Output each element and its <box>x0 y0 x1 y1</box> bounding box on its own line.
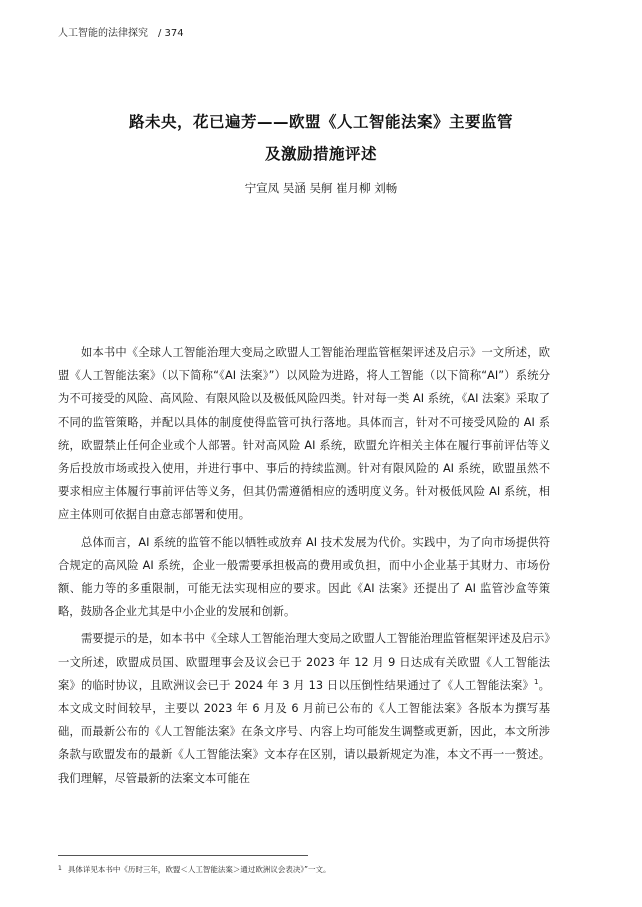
paragraph-2: 总体而言，AI 系统的监管不能以牺牲或放弃 AI 技术发展为代价。实践中，为了向市场提供符合规定的高风险 AI 系统，企业一般需要承担极高的费用或负担，而中小企业基于其财力、市场份额、能力等的多重限制，可能无法实现相应的要求。因此《AI 法案》还提出了 AI 监管沙盒等策略，鼓励各企业尤其是中小企业的发展和创新。 <box>58 535 550 619</box>
footnote <box>58 864 330 875</box>
authors: 宁宣凤 吴涵 吴舸 崔月柳 刘畅 <box>244 181 398 195</box>
article-body <box>58 341 550 790</box>
article-title-line-2: 及激励措施评述 <box>264 145 377 163</box>
running-header <box>58 24 184 39</box>
paragraph-3-text-b: 。本文成文时间较早，主要以 2023 年 6 月及 6 月前已公布的《人工智能法案》各版本为撰写基础，而最新公布的《人工智能法案》在条文序号、内容上均可能发生调整或更新，因此，本文所涉条款与欧盟发布的最新《人工智能法案》文本存在区别，请以最新规定为准，本文不再一一赘述。我们理解，尽管最新的法案文本可能在 <box>58 678 550 785</box>
footnote-number: 1 <box>58 865 62 872</box>
paragraph-3 <box>58 627 550 789</box>
article-title-line-1: 路未央，花已遍芳——欧盟《人工智能法案》主要监管 <box>128 113 513 131</box>
footnote-divider <box>58 855 308 856</box>
paragraph-3-text-a: 需要提示的是，如本书中《全球人工智能治理大变局之欧盟人工智能治理监管框架评述及启示》一文所述，欧盟成员国、欧盟理事会及议会已于 2023 年 12 月 9 日达成有关欧盟《人工智能法案》的临时协议，且欧洲议会已于 2024 年 3 月 13 日以压倒性结果通过了《人工智能法案》 <box>58 632 550 692</box>
footnote-reference[interactable]: 1 <box>534 677 539 686</box>
page-number: / 374 <box>158 28 184 39</box>
footnote-text: 具体详见本书中《历时三年，欧盟＜人工智能法案＞通过欧洲议会表决》”一文。 <box>67 865 331 874</box>
book-title: 人工智能的法律探究 <box>58 28 148 39</box>
paragraph-1: 如本书中《全球人工智能治理大变局之欧盟人工智能治理监管框架评述及启示》一文所述，欧盟《人工智能法案》（以下简称“《AI 法案》”）以风险为进路，将人工智能（以下简称“AI”）系统分为不可接受的风险、高风险、有限风险以及极低风险四类。针对每一类 AI 系统，《AI 法案》采取了不同的监管策略，并配以具体的制度使得监管可执行落地。具体而言，针对不可接受风险的 AI 系统，欧盟禁止任何企业或个人部署。针对高风险 AI 系统，欧盟允许相关主体在履行事前评估等义务后投放市场或投入使用，并进行事中、事后的持续监测。针对有限风险的 AI 系统，欧盟虽然不要求相应主体履行事前评估等义务，但其仍需遵循相应的透明度义务。针对极低风险 AI 系统，相应主体则可依据自由意志部署和使用。 <box>58 346 550 522</box>
